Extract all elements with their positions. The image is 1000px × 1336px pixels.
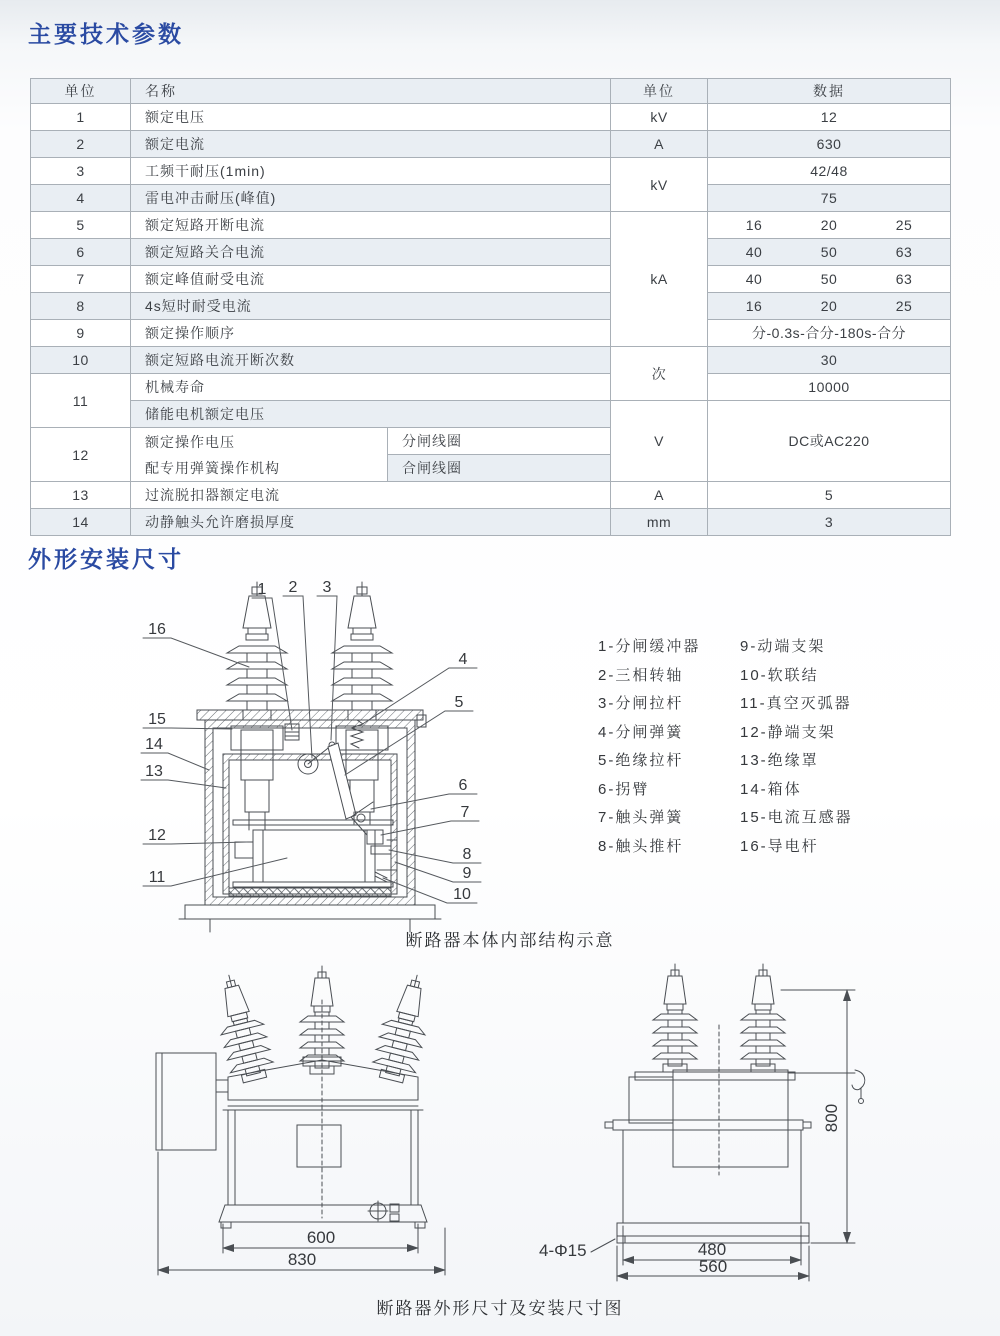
row-name: 额定操作顺序 (131, 320, 611, 347)
legend-item: 6-拐臂 (598, 780, 650, 798)
figure-side-view-drawing (535, 960, 965, 1290)
header-name: 名称 (131, 79, 611, 104)
row-name: 额定短路开断电流 (131, 212, 611, 239)
vacuum-interrupter (233, 820, 393, 887)
parameters-table (30, 78, 951, 536)
header-no: 单位 (31, 79, 131, 104)
row-value: 42/48 (708, 158, 951, 185)
table-row (31, 374, 951, 401)
legend-item: 7-触头弹簧 (598, 809, 684, 826)
legend-item: 13-绝缘罩 (740, 752, 819, 769)
legend-item: 14-箱体 (740, 780, 802, 798)
front-dimensions (158, 1152, 445, 1275)
row-unit: kV (611, 104, 708, 131)
header-unit: 单位 (611, 79, 708, 104)
legend-column-2 (740, 633, 908, 861)
callout-14: 14 (145, 736, 163, 753)
callout-3: 3 (322, 579, 332, 596)
legend-item: 11-真空灭弧器 (740, 695, 852, 712)
row-no: 5 (31, 212, 131, 239)
legend-item: 8-触头推杆 (598, 837, 684, 855)
row-unit-merged: kV (611, 158, 708, 212)
table-row (31, 239, 951, 266)
row-name: 动静触头允许磨损厚度 (131, 509, 611, 536)
callout-9: 9 (462, 865, 472, 882)
value: 25 (895, 298, 913, 314)
callout-13: 13 (145, 763, 163, 780)
table-row (31, 320, 951, 347)
row-name: 额定峰值耐受电流 (131, 266, 611, 293)
row-value: 10000 (708, 374, 951, 401)
dim-800: 800 (822, 1103, 841, 1133)
row-value: 630 (708, 131, 951, 158)
row-value: 分-0.3s-合分-180s-合分 (708, 320, 951, 347)
callout-11: 11 (148, 869, 166, 886)
side-dimensions (539, 990, 855, 1281)
row-name: 额定电压 (131, 104, 611, 131)
value: 20 (820, 298, 838, 314)
legend-item: 12-静端支架 (740, 723, 836, 741)
callout-1: 1 (257, 581, 267, 598)
section-title-dimensions: 外形安装尺寸 (28, 546, 184, 572)
dim-560: 560 (698, 1257, 728, 1276)
table-row (31, 347, 951, 374)
header-data: 数据 (708, 79, 951, 104)
callout-10: 10 (453, 886, 471, 903)
callout-16: 16 (148, 621, 166, 638)
callout-12: 12 (148, 827, 166, 844)
legend-item: 2-三相转轴 (598, 666, 684, 684)
row-name: 机械寿命 (131, 374, 611, 401)
row-no: 2 (31, 131, 131, 158)
row-value: 3 (708, 509, 951, 536)
row-values (708, 239, 951, 266)
table-row (31, 131, 951, 158)
table-row (31, 509, 951, 536)
row-name: 额定电流 (131, 131, 611, 158)
row-unit: A (611, 482, 708, 509)
row-no: 10 (31, 347, 131, 374)
legend-item: 5-绝缘拉杆 (598, 752, 684, 769)
table-row (31, 266, 951, 293)
parts-legend (598, 633, 908, 861)
table-row (31, 401, 951, 428)
callout-numbers (145, 579, 471, 903)
side-body (605, 1025, 865, 1243)
callout-8: 8 (462, 846, 472, 863)
row-name-split (131, 428, 388, 482)
value: 50 (820, 244, 838, 260)
dim-830: 830 (287, 1250, 317, 1269)
figure-front-view-drawing (45, 960, 465, 1290)
row-values (708, 266, 951, 293)
row-no: 7 (31, 266, 131, 293)
row-name-line2: 配专用弹簧操作机构 (145, 459, 280, 476)
row-unit: mm (611, 509, 708, 536)
legend-column-1 (598, 633, 740, 861)
row-no: 14 (31, 509, 131, 536)
value: 20 (820, 217, 838, 233)
table-row (31, 293, 951, 320)
legend-item: 10-软联结 (740, 666, 819, 684)
table-row (31, 104, 951, 131)
row-unit-merged: 次 (611, 347, 708, 401)
callout-2: 2 (288, 579, 298, 596)
row-values (708, 212, 951, 239)
section-title-parameters: 主要技术参数 (28, 21, 184, 47)
row-value: 12 (708, 104, 951, 131)
value: 16 (745, 298, 763, 314)
callout-7: 7 (460, 804, 470, 821)
row-name: 4s短时耐受电流 (131, 293, 611, 320)
row-name: 储能电机额定电压 (131, 401, 611, 428)
row-no: 13 (31, 482, 131, 509)
row-value: 5 (708, 482, 951, 509)
table-row (31, 212, 951, 239)
callout-leaders (141, 596, 481, 903)
row-value-merged: DC或AC220 (708, 401, 951, 482)
legend-item: 4-分闸弹簧 (598, 723, 684, 741)
row-no: 3 (31, 158, 131, 185)
row-unit: A (611, 131, 708, 158)
row-name: 额定短路关合电流 (131, 239, 611, 266)
legend-item: 1-分闸缓冲器 (598, 638, 701, 655)
row-unit-merged: kA (611, 212, 708, 347)
row-values (708, 293, 951, 320)
legend-item: 15-电流互感器 (740, 809, 853, 826)
value: 63 (895, 271, 913, 287)
figure-internal-caption: 断路器本体内部结构示意 (405, 931, 615, 950)
row-no: 9 (31, 320, 131, 347)
row-subname: 合闸线圈 (388, 455, 611, 482)
row-no: 6 (31, 239, 131, 266)
row-no: 1 (31, 104, 131, 131)
row-no-merged: 11 (31, 374, 131, 428)
figure-internal-structure-drawing (135, 572, 615, 952)
value: 25 (895, 217, 913, 233)
dim-480: 480 (697, 1240, 727, 1259)
row-no: 8 (31, 293, 131, 320)
figure-dimensions-caption: 断路器外形尺寸及安装尺寸图 (376, 1299, 624, 1318)
bushing-insulators (227, 582, 392, 812)
row-name: 过流脱扣器额定电流 (131, 482, 611, 509)
legend-item: 3-分闸拉杆 (598, 695, 684, 712)
breaker-tank (179, 710, 441, 932)
callout-5: 5 (454, 694, 464, 711)
table-row (31, 185, 951, 212)
row-subname: 分闸线圈 (388, 428, 611, 455)
row-no: 4 (31, 185, 131, 212)
row-name-line1: 额定操作电压 (145, 433, 235, 450)
value: 40 (745, 271, 763, 287)
callout-15: 15 (148, 711, 166, 728)
value: 16 (745, 217, 763, 233)
legend-item: 9-动端支架 (740, 638, 826, 655)
row-no-merged: 12 (31, 428, 131, 482)
value: 40 (745, 244, 763, 260)
row-name: 工频干耐压(1min) (131, 158, 611, 185)
row-name: 雷电冲击耐压(峰值) (131, 185, 611, 212)
row-name: 额定短路电流开断次数 (131, 347, 611, 374)
legend-item: 16-导电杆 (740, 837, 819, 855)
value: 63 (895, 244, 913, 260)
table-header-row (31, 79, 951, 104)
callout-4: 4 (458, 651, 468, 668)
row-value: 30 (708, 347, 951, 374)
value: 50 (820, 271, 838, 287)
table-row (31, 158, 951, 185)
row-unit-merged: V (611, 401, 708, 482)
table-row (31, 482, 951, 509)
callout-6: 6 (458, 777, 468, 794)
dim-mounting-holes: 4-Φ15 (539, 1241, 587, 1260)
front-bushings (208, 966, 439, 1085)
row-value: 75 (708, 185, 951, 212)
dim-600: 600 (306, 1228, 336, 1247)
